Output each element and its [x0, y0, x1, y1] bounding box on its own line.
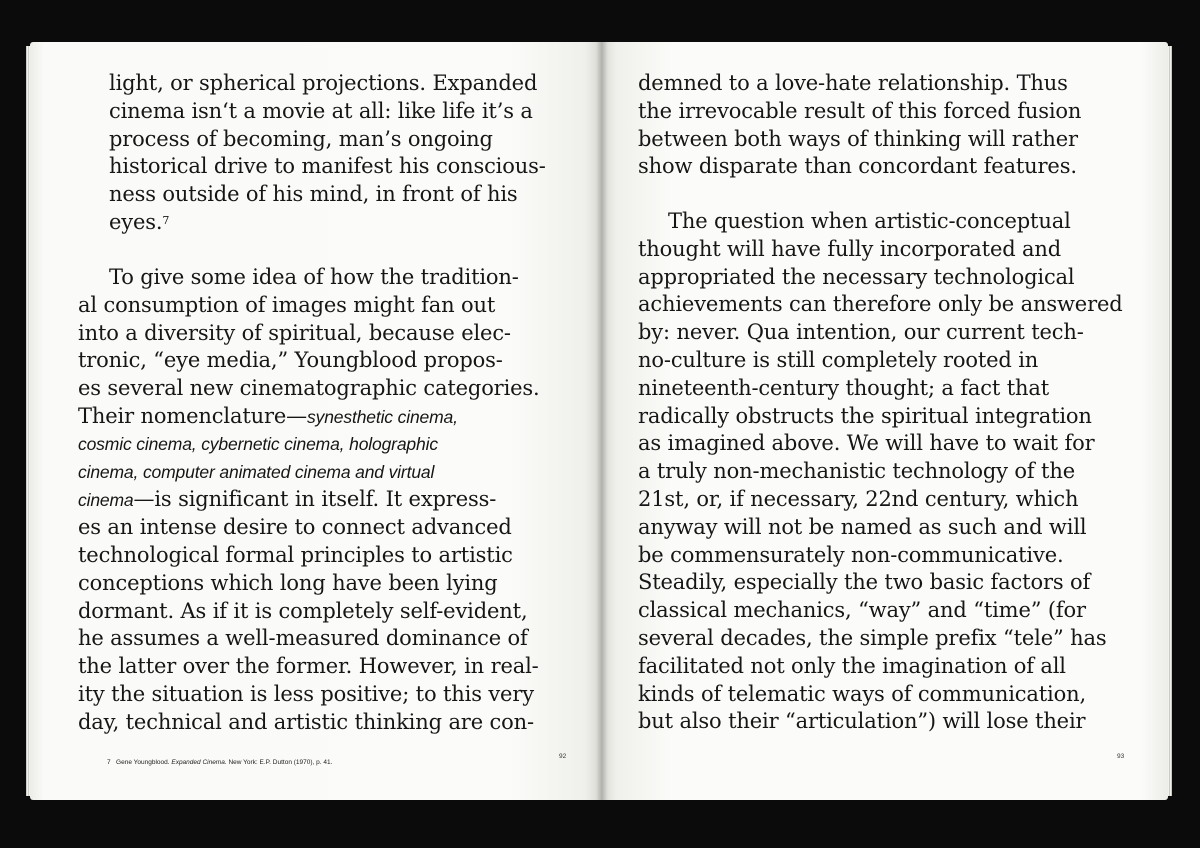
text-line: into a diversity of spiritual, because elec- [78, 320, 511, 345]
text-line: several decades, the simple prefix “tele” has [638, 625, 1107, 650]
book-gutter-shadow [596, 42, 608, 800]
text-line: but also their “articulation”) will lose their [638, 709, 1086, 734]
footnote-number: 7 [107, 759, 111, 766]
text-line [78, 486, 540, 514]
text-line: day, technical and artistic thinking are con- [78, 709, 534, 734]
text-line: ity the situation is less positive; to this very [78, 681, 534, 706]
text-line: be commensurately non-communicative. [638, 542, 1064, 567]
text-line: historical drive to manifest his conscious- [109, 154, 546, 179]
text-line: demned to a love-hate relationship. Thus [638, 71, 1068, 95]
left-paragraph-2 [78, 264, 540, 737]
text-line [109, 209, 546, 237]
text-line: radically obstructs the spiritual integration [638, 403, 1092, 428]
text-line: cinema isn‘t a movie at all: like life it’s a [109, 98, 533, 123]
text-line: classical mechanics, “way” and “time” (for [638, 598, 1086, 623]
page-number-left: 92 [559, 753, 567, 760]
italic-sans-fragment: synesthetic cinema, [307, 406, 458, 427]
footnote-title: Expanded Cinema. [171, 759, 227, 766]
text-line: To give some idea of how the tradition- [109, 265, 519, 289]
text-line: between both ways of thinking will rather [638, 126, 1078, 151]
text-line: Steadily, especially the two basic factors of [638, 570, 1091, 595]
footnote-reference: 7 [162, 213, 170, 227]
right-paragraph-2 [638, 208, 1123, 736]
text-line: as imagined above. We will have to wait for [638, 431, 1095, 456]
text-line: tronic, “eye media,” Youngblood propos- [78, 348, 503, 373]
text-line: The question when artistic-conceptual [668, 209, 1071, 233]
footnote [107, 759, 332, 766]
text-line: facilitated not only the imagination of all [638, 653, 1066, 678]
text-line: al consumption of images might fan out [78, 292, 496, 317]
text-line: the latter over the former. However, in real- [78, 654, 539, 679]
text-line: light, or spherical projections. Expanded [109, 71, 538, 95]
text-line: achievements can therefore only be answered [638, 292, 1123, 317]
text-line: the irrevocable result of this forced fusion [638, 98, 1082, 123]
text-line: appropriated the necessary technological [638, 264, 1075, 289]
footnote-author: Gene Youngblood. [116, 759, 170, 766]
page-number-right: 93 [1117, 753, 1125, 760]
right-page [602, 42, 1168, 800]
text-line: es several new cinematographic categories. [78, 376, 540, 401]
text-line: 21st, or, if necessary, 22nd century, which [638, 486, 1079, 511]
text-line: he assumes a well-measured dominance of [78, 626, 528, 651]
text-line: process of becoming, man’s ongoing [109, 126, 493, 151]
footnote-publisher: New York: E.P. Dutton (1970), p. 41. [228, 759, 333, 766]
text-line: anyway will not be named as such and will [638, 514, 1087, 539]
left-page [30, 42, 602, 800]
text-line: a truly non-mechanistic technology of the [638, 459, 1075, 484]
text-line: dormant. As if it is completely self-evident, [78, 598, 528, 623]
text-line: no-culture is still completely rooted in [638, 347, 1039, 372]
text-line: technological formal principles to artistic [78, 542, 513, 567]
text-line: ness outside of his mind, in front of his [109, 182, 518, 207]
right-paragraph-1 [638, 70, 1081, 181]
text-fragment: —is significant in itself. It express- [133, 487, 497, 512]
text-line: nineteenth-century thought; a fact that [638, 375, 1050, 400]
text-fragment: eyes. [109, 209, 163, 234]
italic-sans-line: cosmic cinema, cybernetic cinema, holographic [78, 433, 438, 454]
text-line: es an intense desire to connect advanced [78, 515, 512, 540]
text-line: kinds of telematic ways of communication, [638, 681, 1087, 706]
left-paragraph-1 [109, 70, 546, 237]
italic-sans-fragment: cinema [78, 490, 134, 511]
text-fragment: Their nomenclature— [78, 403, 308, 428]
text-line: thought will have fully incorporated and [638, 236, 1062, 261]
italic-sans-line: cinema, computer animated cinema and virtual [78, 461, 435, 482]
text-line: by: never. Qua intention, our current tech- [638, 320, 1084, 345]
text-line: show disparate than concordant features. [638, 154, 1077, 179]
text-line [78, 403, 540, 431]
text-line: conceptions which long have been lying [78, 570, 498, 595]
